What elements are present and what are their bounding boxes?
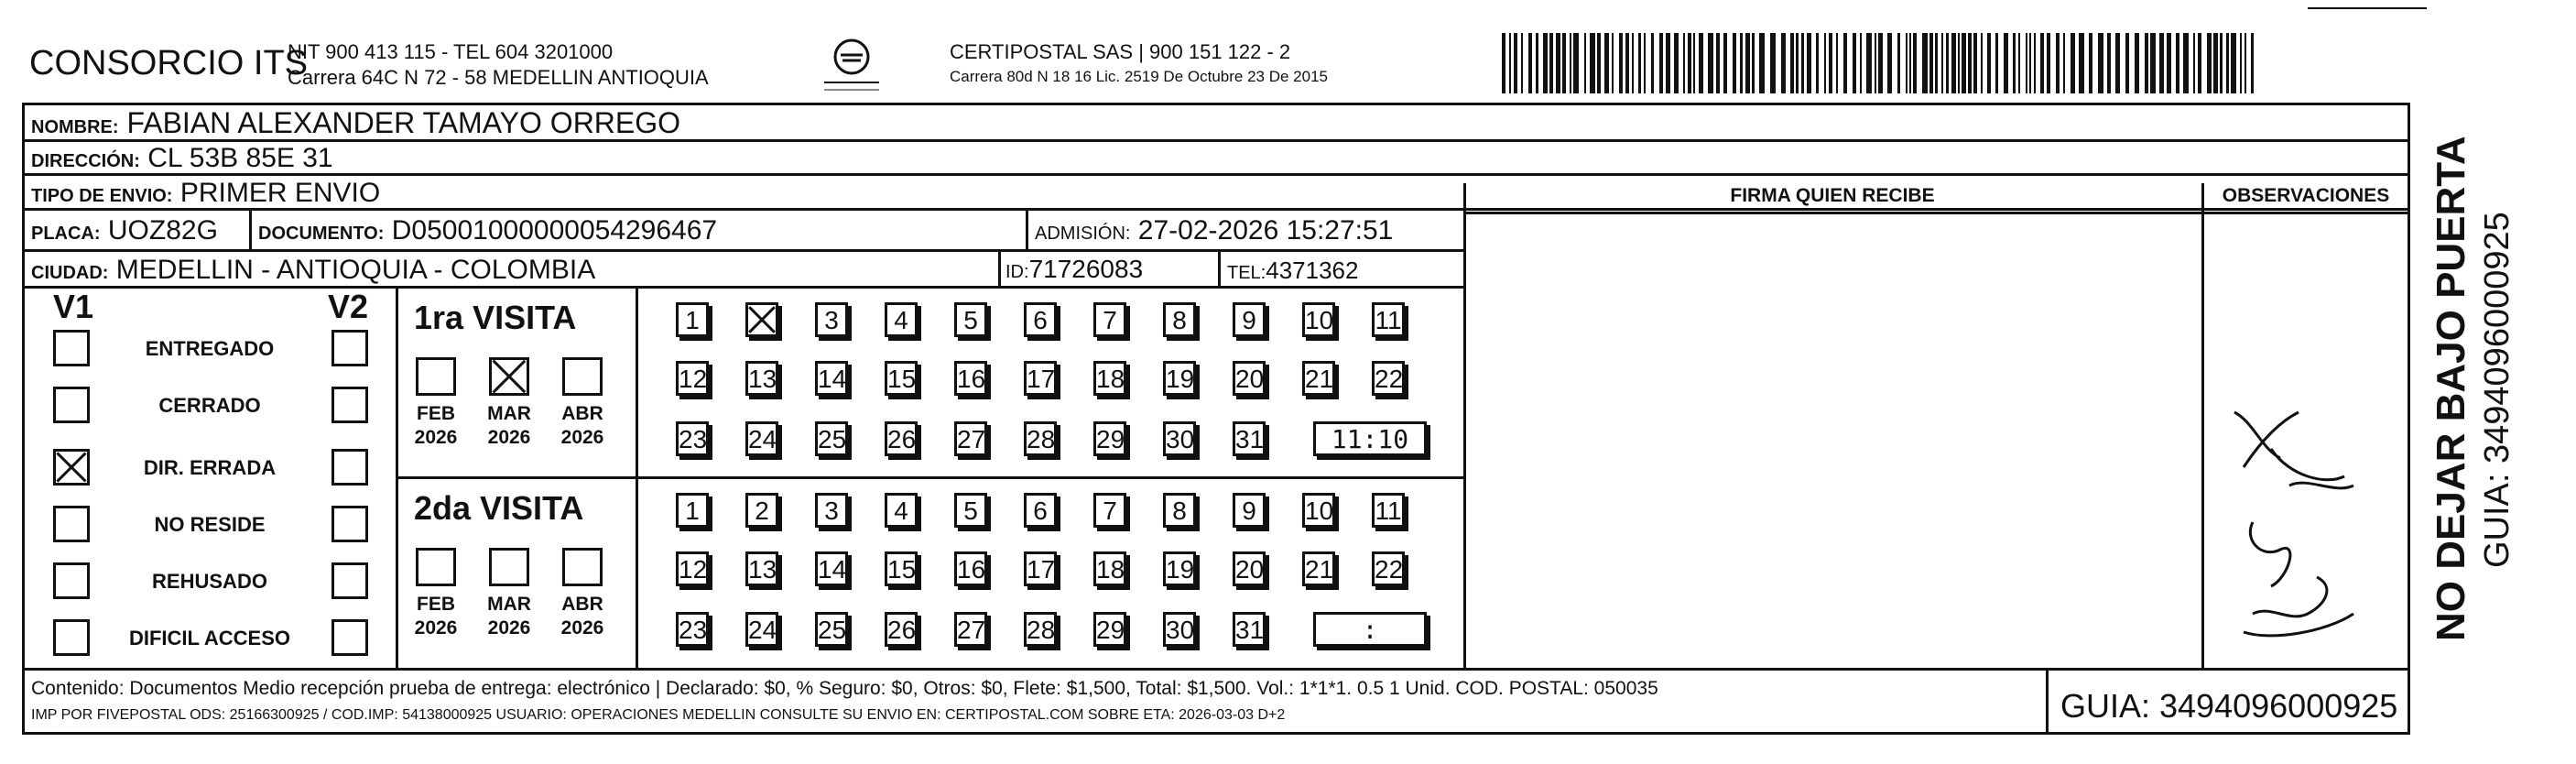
- barcode-bar: [2150, 33, 2156, 93]
- barcode-bar: [1528, 33, 1532, 93]
- plate-label: PLACA:: [31, 224, 101, 244]
- visit-title: 1ra VISITA: [414, 299, 577, 336]
- barcode-bar: [1922, 33, 1928, 93]
- day-box[interactable]: 5: [954, 493, 987, 528]
- day-box[interactable]: 25: [815, 612, 848, 647]
- barcode-bar: [1556, 33, 1560, 93]
- v1-checkbox[interactable]: [53, 330, 90, 366]
- day-box[interactable]: 26: [885, 421, 918, 456]
- v1-checkbox[interactable]: [53, 506, 90, 542]
- barcode-bar: [2029, 33, 2031, 93]
- document-label: DOCUMENTO:: [258, 224, 385, 244]
- barcode-bar: [1897, 33, 1900, 93]
- barcode-bar: [1683, 33, 1685, 93]
- day-box[interactable]: 21: [1302, 361, 1335, 396]
- month-checkbox[interactable]: [416, 548, 456, 586]
- month-label: FEB: [417, 403, 455, 424]
- barcode-bar: [2071, 33, 2075, 93]
- barcode-bar: [1829, 33, 1832, 93]
- day-box[interactable]: 5: [954, 302, 987, 337]
- barcode-bar: [2207, 33, 2212, 93]
- v1-checkbox[interactable]: [53, 562, 90, 599]
- admission-date: 27-02-2026 15:27:51: [1137, 215, 1394, 246]
- barcode-bar: [2040, 33, 2044, 93]
- v1-header: V1: [53, 288, 94, 325]
- day-box[interactable]: 11: [1372, 302, 1405, 337]
- day-box[interactable]: 23: [676, 612, 709, 647]
- barcode-bar: [1651, 33, 1654, 93]
- barcode-bar: [2098, 33, 2103, 93]
- barcode-bar: [2145, 33, 2148, 93]
- print-info-line: IMP POR FIVEPOSTAL ODS: 25166300925 / COD.IMP: 54138000925 USUARIO: OPERACIONES MEDELLIN CONSULTE SU ENVIO EN: CERTIPOSTAL.COM SOBRE ETA: 2026-03-03 D+2: [31, 707, 1286, 723]
- barcode-bar: [2063, 33, 2065, 93]
- name-row: [31, 106, 680, 140]
- time-box[interactable]: :: [1313, 612, 1427, 647]
- v2-checkbox[interactable]: [332, 449, 368, 486]
- tel-row: [1227, 256, 1358, 285]
- month-label: MAR: [487, 403, 531, 424]
- day-box[interactable]: 30: [1163, 421, 1196, 456]
- day-box[interactable]: 12: [676, 551, 709, 586]
- month-checkbox[interactable]: [562, 357, 603, 396]
- barcode-bar: [1770, 33, 1776, 93]
- barcode-bar: [1521, 33, 1523, 93]
- barcode-bar: [1790, 33, 1794, 93]
- side-guide: [2478, 137, 2520, 568]
- barcode-bar: [1604, 33, 1609, 93]
- month-label: MAR: [487, 594, 531, 615]
- barcode-bar: [1946, 33, 1949, 93]
- day-box[interactable]: 30: [1163, 612, 1196, 647]
- barcode-bar: [2056, 33, 2060, 93]
- barcode-bar: [1962, 33, 1966, 93]
- day-box[interactable]: 12: [676, 361, 709, 396]
- tel-label: TEL:: [1227, 263, 1266, 283]
- barcode-bar: [1958, 33, 1960, 93]
- barcode-bar: [2013, 33, 2016, 93]
- v2-header: V2: [328, 288, 369, 325]
- side-guide-number: GUIA: 3494096000925: [2478, 212, 2516, 568]
- barcode-bar: [1853, 33, 1856, 93]
- v2-checkbox[interactable]: [332, 506, 368, 542]
- barcode-bar: [1644, 33, 1646, 93]
- day-box[interactable]: 27: [954, 612, 987, 647]
- recipient-name: FABIAN ALEXANDER TAMAYO ORREGO: [126, 106, 681, 139]
- barcode-bar: [1973, 33, 1977, 93]
- v1-checkbox[interactable]: [53, 387, 90, 423]
- barcode-bar: [2244, 33, 2246, 93]
- barcode-bar: [1995, 33, 1998, 93]
- barcode-bar: [1716, 33, 1720, 93]
- city-row: [31, 255, 595, 286]
- name-label: NOMBRE:: [31, 117, 119, 137]
- month-year: 2026: [560, 617, 604, 638]
- barcode-bar: [2047, 33, 2050, 93]
- admission-label: ADMISIÓN:: [1035, 224, 1131, 244]
- month-checkbox[interactable]: [489, 548, 529, 586]
- barcode-bar: [1688, 33, 1691, 93]
- recipient-address: CL 53B 85E 31: [147, 143, 333, 173]
- status-label: DIR. ERRADA: [143, 456, 277, 479]
- barcode-bar: [2034, 33, 2036, 93]
- barcode-bar: [1659, 33, 1663, 93]
- barcode-bar: [1509, 33, 1511, 93]
- barcode-bar: [1860, 33, 1862, 93]
- document-row: [258, 215, 717, 246]
- barcode-bar: [2193, 33, 2195, 93]
- barcode-bar: [2231, 33, 2236, 93]
- barcode-bar: [1801, 33, 1804, 93]
- barcode-bar: [2079, 33, 2084, 93]
- barcode-bar: [1590, 33, 1595, 93]
- admission-row: [1035, 215, 1393, 246]
- status-label: ENTREGADO: [145, 337, 275, 360]
- footer-guide-number: GUIA: 3494096000925: [2060, 687, 2398, 725]
- barcode-bar: [1866, 33, 1872, 93]
- day-box[interactable]: 28: [1024, 421, 1057, 456]
- day-box[interactable]: 3: [815, 302, 848, 337]
- barcode-bar: [1612, 33, 1614, 93]
- time-box[interactable]: 11:10: [1313, 421, 1427, 456]
- month-year: 2026: [414, 427, 458, 448]
- barcode-bar: [1887, 33, 1892, 93]
- barcode-bar: [1752, 33, 1755, 93]
- barcode-bar: [1759, 33, 1765, 93]
- day-box[interactable]: 21: [1302, 551, 1335, 586]
- barcode-bar: [1666, 33, 1670, 93]
- day-box[interactable]: 11: [1372, 493, 1405, 528]
- day-box[interactable]: 25: [815, 421, 848, 456]
- barcode-bar: [1929, 33, 1933, 93]
- month-year: 2026: [414, 617, 458, 638]
- day-box[interactable]: 31: [1233, 421, 1266, 456]
- v2-checkbox[interactable]: [332, 330, 368, 366]
- v2-checkbox[interactable]: [332, 619, 368, 656]
- barcode-bar: [2018, 33, 2020, 93]
- day-box[interactable]: 22: [1372, 361, 1405, 396]
- no-dejar-bajo-puerta: NO DEJAR BAJO PUERTA: [2429, 136, 2473, 641]
- barcode-bar: [1625, 33, 1629, 93]
- day-box[interactable]: 3: [815, 493, 848, 528]
- barcode-bar: [1987, 33, 1991, 93]
- barcode-bar: [2135, 33, 2139, 93]
- barcode-bar: [2115, 33, 2120, 93]
- city-label: CIUDAD:: [31, 263, 109, 283]
- barcode-bar: [1638, 33, 1641, 93]
- day-box[interactable]: 16: [954, 361, 987, 396]
- certipostal-logo: [815, 35, 888, 99]
- barcode-bar: [1781, 33, 1786, 93]
- barcode-bar: [2226, 33, 2229, 93]
- day-box[interactable]: 10: [1302, 493, 1335, 528]
- day-box[interactable]: 18: [1093, 361, 1126, 396]
- barcode-bar: [1745, 33, 1750, 93]
- v2-checkbox[interactable]: [332, 562, 368, 599]
- status-label: DIFICIL ACCESO: [128, 627, 290, 649]
- day-box[interactable]: 10: [1302, 302, 1335, 337]
- city: MEDELLIN - ANTIOQUIA - COLOMBIA: [115, 255, 596, 285]
- barcode-bar: [1913, 33, 1917, 93]
- barcode-bar: [1733, 33, 1736, 93]
- barcode-bar: [1502, 33, 1505, 93]
- barcode-bar: [1573, 33, 1579, 93]
- v1-checkbox[interactable]: [53, 449, 90, 486]
- day-box[interactable]: 18: [1093, 551, 1126, 586]
- day-box[interactable]: 17: [1024, 361, 1057, 396]
- courier-address: Carrera 80d N 18 16 Lic. 2519 De Octubre 23 De 2015: [950, 68, 1328, 85]
- barcode-bar: [1740, 33, 1743, 93]
- barcode-bar: [1699, 33, 1703, 93]
- barcode-bar: [1878, 33, 1883, 93]
- day-box[interactable]: 29: [1093, 421, 1126, 456]
- day-box[interactable]: 17: [1024, 551, 1057, 586]
- barcode: [1502, 33, 2262, 93]
- barcode-bar: [1807, 33, 1811, 93]
- document-number: D05001000000054296467: [391, 215, 718, 246]
- day-box[interactable]: 20: [1233, 361, 1266, 396]
- day-box[interactable]: 19: [1163, 551, 1196, 586]
- day-box[interactable]: 1: [676, 493, 709, 528]
- observations-header: OBSERVACIONES: [2222, 185, 2390, 206]
- day-box[interactable]: 13: [745, 551, 778, 586]
- status-label: REHUSADO: [152, 570, 267, 593]
- shipping-type: PRIMER ENVIO: [179, 178, 381, 208]
- id-number: 71726083: [1028, 255, 1144, 283]
- day-box[interactable]: 7: [1093, 493, 1126, 528]
- day-box[interactable]: 24: [745, 612, 778, 647]
- id-label: ID:: [1005, 262, 1029, 282]
- month-year: 2026: [560, 427, 604, 448]
- barcode-bar: [1674, 33, 1679, 93]
- day-box[interactable]: 14: [815, 551, 848, 586]
- status-label: CERRADO: [158, 394, 261, 417]
- status-label: NO RESIDE: [154, 513, 266, 536]
- barcode-bar: [2107, 33, 2111, 93]
- barcode-bar: [1909, 33, 1911, 93]
- barcode-bar: [1619, 33, 1623, 93]
- day-box[interactable]: 4: [885, 302, 918, 337]
- company-address: Carrera 64C N 72 - 58 MEDELLIN ANTIOQUIA: [288, 66, 709, 89]
- barcode-bar: [2251, 33, 2254, 93]
- month-year: 2026: [487, 617, 531, 638]
- day-box[interactable]: 2: [745, 493, 778, 528]
- barcode-bar: [1906, 33, 1908, 93]
- barcode-bar: [1824, 33, 1826, 93]
- month-checkbox[interactable]: [489, 357, 529, 396]
- barcode-bar: [1941, 33, 1943, 93]
- month-checkbox[interactable]: [416, 357, 456, 396]
- day-box[interactable]: [745, 302, 778, 337]
- day-box[interactable]: 29: [1093, 612, 1126, 647]
- barcode-bar: [2159, 33, 2164, 93]
- signature-header: FIRMA QUIEN RECIBE: [1730, 185, 1935, 206]
- barcode-bar: [1584, 33, 1586, 93]
- barcode-bar: [1693, 33, 1695, 93]
- barcode-bar: [1543, 33, 1548, 93]
- barcode-bar: [2213, 33, 2218, 93]
- id-row: [1005, 255, 1143, 284]
- contents-line: Contenido: Documentos Medio recepción prueba de entrega: electrónico | Declarado: $0, % Seguro: $0, Otros: $0, Flete: $1,500, Total: $1,500. Vol.: 1*1*1. 0.5 1 Unid. COD. POSTAL: 050035: [31, 678, 1658, 699]
- day-box[interactable]: 9: [1233, 493, 1266, 528]
- barcode-bar: [1514, 33, 1517, 93]
- barcode-bar: [2004, 33, 2008, 93]
- v2-checkbox[interactable]: [332, 387, 368, 423]
- company-name: CONSORCIO ITS: [29, 44, 309, 82]
- barcode-bar: [1935, 33, 1938, 93]
- day-box[interactable]: 26: [885, 612, 918, 647]
- barcode-bar: [1951, 33, 1956, 93]
- day-box[interactable]: 28: [1024, 612, 1057, 647]
- day-box[interactable]: 23: [676, 421, 709, 456]
- month-checkbox[interactable]: [562, 548, 603, 586]
- barcode-bar: [1562, 33, 1566, 93]
- shipping-type-row: [31, 178, 380, 209]
- handwritten-signature: [2216, 385, 2381, 650]
- courier-info: CERTIPOSTAL SAS | 900 151 122 - 2: [950, 40, 1291, 63]
- day-box[interactable]: 15: [885, 361, 918, 396]
- day-box[interactable]: 22: [1372, 551, 1405, 586]
- barcode-bar: [1796, 33, 1799, 93]
- day-box[interactable]: 6: [1024, 302, 1057, 337]
- side-warning: [2429, 128, 2480, 641]
- plate-row: [31, 215, 218, 246]
- day-box[interactable]: 31: [1233, 612, 1266, 647]
- barcode-bar: [2176, 33, 2179, 93]
- barcode-bar: [2089, 33, 2092, 93]
- barcode-bar: [1536, 33, 1538, 93]
- month-label: ABR: [561, 403, 603, 424]
- barcode-bar: [2198, 33, 2201, 93]
- shipping-type-label: TIPO DE ENVIO:: [31, 186, 173, 206]
- address-row: [31, 143, 333, 174]
- barcode-bar: [2240, 33, 2242, 93]
- month-label: FEB: [417, 594, 455, 615]
- day-box[interactable]: 4: [885, 493, 918, 528]
- barcode-bar: [2167, 33, 2171, 93]
- barcode-bar: [1875, 33, 1876, 93]
- day-box[interactable]: 7: [1093, 302, 1126, 337]
- day-box[interactable]: 24: [745, 421, 778, 456]
- barcode-bar: [1723, 33, 1727, 93]
- day-box[interactable]: 8: [1163, 302, 1196, 337]
- day-box[interactable]: 16: [954, 551, 987, 586]
- barcode-bar: [1597, 33, 1601, 93]
- day-box[interactable]: 27: [954, 421, 987, 456]
- barcode-bar: [1549, 33, 1553, 93]
- tel-number: 4371362: [1266, 256, 1359, 284]
- address-label: DIRECCIÓN:: [31, 151, 140, 171]
- v1-checkbox[interactable]: [53, 619, 90, 656]
- barcode-bar: [1843, 33, 1847, 93]
- barcode-bar: [2026, 33, 2027, 93]
- barcode-bar: [1968, 33, 1972, 93]
- barcode-bar: [2125, 33, 2129, 93]
- barcode-bar: [1632, 33, 1634, 93]
- barcode-bar: [2220, 33, 2223, 93]
- day-box[interactable]: 6: [1024, 493, 1057, 528]
- day-box[interactable]: 13: [745, 361, 778, 396]
- barcode-bar: [1570, 33, 1571, 93]
- day-box[interactable]: 8: [1163, 493, 1196, 528]
- company-nit: NIT 900 413 115 - TEL 604 3201000: [288, 40, 614, 63]
- day-box[interactable]: 20: [1233, 551, 1266, 586]
- day-box[interactable]: 14: [815, 361, 848, 396]
- barcode-bar: [1836, 33, 1838, 93]
- day-box[interactable]: 9: [1233, 302, 1266, 337]
- day-box[interactable]: 15: [885, 551, 918, 586]
- month-year: 2026: [487, 427, 531, 448]
- barcode-bar: [1708, 33, 1713, 93]
- month-label: ABR: [561, 594, 603, 615]
- day-box[interactable]: 1: [676, 302, 709, 337]
- day-box[interactable]: 19: [1163, 361, 1196, 396]
- plate: UOZ82G: [107, 215, 218, 246]
- barcode-bar: [1816, 33, 1819, 93]
- visit-title: 2da VISITA: [414, 489, 584, 527]
- barcode-bar: [2183, 33, 2189, 93]
- barcode-bar: [1981, 33, 1983, 93]
